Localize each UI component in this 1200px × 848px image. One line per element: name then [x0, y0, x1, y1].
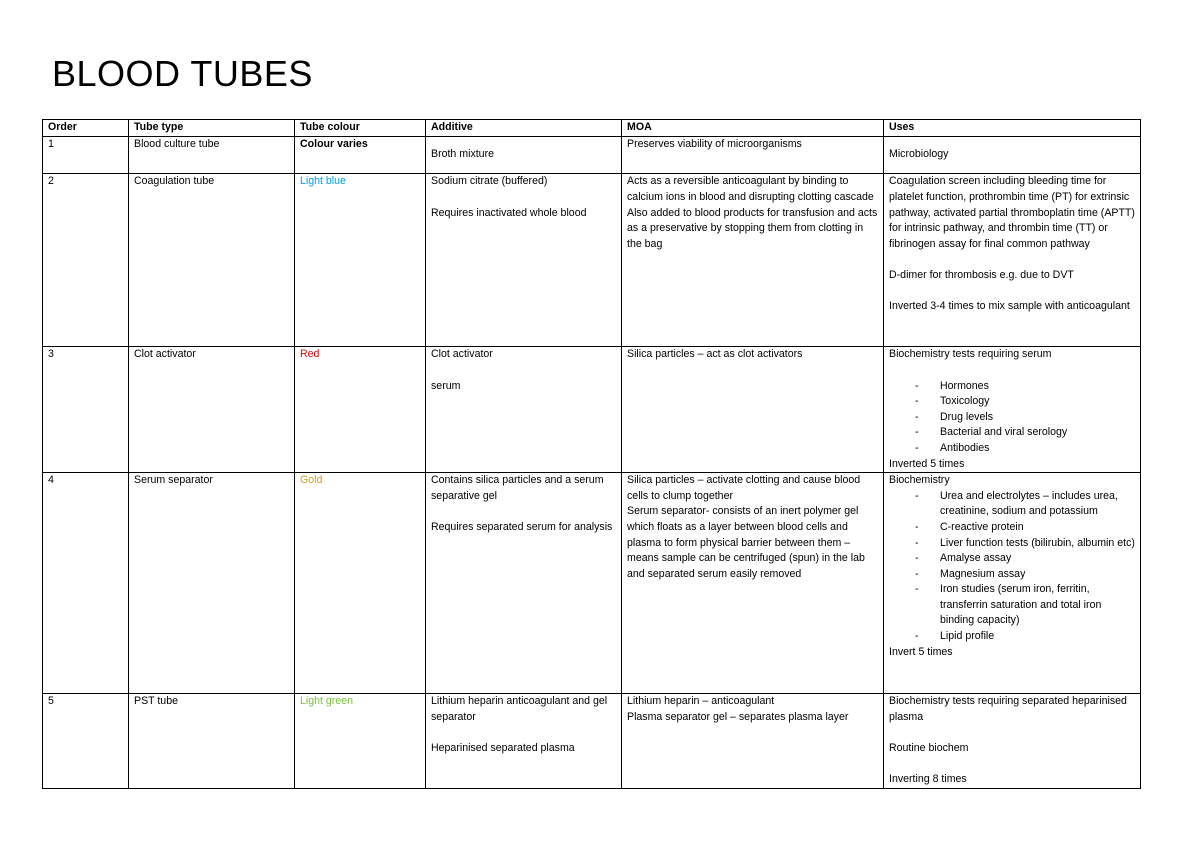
additive-cell: [426, 347, 622, 473]
order-cell: 5: [43, 694, 129, 789]
tube-colour-cell: Light blue: [295, 174, 426, 347]
moa-cell: [622, 694, 884, 789]
uses-text: Coagulation screen including bleeding time for platelet function, prothrombin time (PT) for extrinsic pathway, activated partial thromboplatin time (APTT) for intrinsic pathway, and thrombin time (TT) or fibrinogen assay for final common pathway: [889, 175, 1135, 250]
tube-colour-cell: Light green: [295, 694, 426, 789]
additive-text: Heparinised separated plasma: [431, 741, 575, 754]
moa-text: Silica particles – activate clotting and cause blood cells to clump together: [627, 474, 861, 502]
table-row: [43, 694, 1141, 789]
list-item: - Antibodies: [915, 441, 1135, 457]
uses-text: Biochemistry tests requiring serum: [889, 348, 1052, 361]
tube-colour-cell: Red: [295, 347, 426, 473]
table-row: [43, 473, 1141, 694]
header-tube-colour: Tube colour: [295, 120, 426, 137]
table-header-row: [43, 120, 1141, 137]
tube-type-cell: Coagulation tube: [129, 174, 295, 347]
tube-type-cell: PST tube: [129, 694, 295, 789]
additive-cell: [426, 174, 622, 347]
page-title: BLOOD TUBES: [52, 53, 313, 94]
moa-text: Lithium heparin – anticoagulant: [627, 695, 775, 708]
uses-text: Biochemistry: [889, 474, 950, 487]
uses-text: Routine biochem: [889, 741, 969, 754]
additive-cell: [426, 473, 622, 694]
uses-text: Biochemistry tests requiring separated heparinised plasma: [889, 695, 1127, 723]
additive-text: Lithium heparin anticoagulant and gel separator: [431, 695, 608, 723]
header-moa: MOA: [622, 120, 884, 137]
additive-text: Requires separated serum for analysis: [431, 520, 613, 533]
uses-text: D-dimer for thrombosis e.g. due to DVT: [889, 268, 1074, 281]
tube-type-cell: Blood culture tube: [129, 136, 295, 174]
moa-text: Plasma separator gel – separates plasma layer: [627, 710, 849, 723]
list-item: - Hormones: [915, 379, 1135, 395]
list-item: - Toxicology: [915, 394, 1135, 410]
uses-text: Inverted 3-4 times to mix sample with anticoagulant: [889, 300, 1130, 313]
order-cell: 2: [43, 174, 129, 347]
uses-list: [889, 379, 1135, 457]
list-item: - Amalyse assay: [915, 551, 1135, 567]
uses-cell: [884, 174, 1141, 347]
order-cell: 3: [43, 347, 129, 473]
uses-text: Microbiology: [889, 148, 949, 161]
uses-cell: [884, 473, 1141, 694]
header-uses: Uses: [884, 120, 1141, 137]
list-item: - Liver function tests (bilirubin, albumin etc): [915, 536, 1135, 552]
list-item: - Magnesium assay: [915, 567, 1135, 583]
list-item: - Urea and electrolytes – includes urea, creatinine, sodium and potassium: [915, 489, 1135, 520]
uses-cell: [884, 136, 1141, 174]
moa-cell: Silica particles – act as clot activators: [622, 347, 884, 473]
list-item: - Drug levels: [915, 410, 1135, 426]
uses-text: Inverted 5 times: [889, 457, 965, 470]
order-cell: 1: [43, 136, 129, 174]
tube-type-cell: Clot activator: [129, 347, 295, 473]
tube-colour-cell: Gold: [295, 473, 426, 694]
header-tube-type: Tube type: [129, 120, 295, 137]
order-cell: 4: [43, 473, 129, 694]
uses-list: [889, 489, 1135, 645]
additive-cell: [426, 694, 622, 789]
additive-text: Sodium citrate (buffered): [431, 175, 548, 188]
additive-text: serum: [431, 379, 461, 392]
uses-text: Invert 5 times: [889, 645, 953, 658]
uses-cell: [884, 694, 1141, 789]
list-item: - Bacterial and viral serology: [915, 425, 1135, 441]
tube-type-cell: Serum separator: [129, 473, 295, 694]
header-order: Order: [43, 120, 129, 137]
additive-text: Clot activator: [431, 348, 493, 361]
additive-text: Broth mixture: [431, 148, 494, 161]
blood-tubes-table: [42, 119, 1141, 789]
list-item: - C-reactive protein: [915, 520, 1135, 536]
list-item: - Iron studies (serum iron, ferritin, transferrin saturation and total iron binding capacity): [915, 582, 1135, 629]
additive-text: Contains silica particles and a serum separative gel: [431, 474, 604, 502]
moa-cell: Preserves viability of microorganisms: [622, 136, 884, 174]
table-row: [43, 174, 1141, 347]
additive-text: Requires inactivated whole blood: [431, 206, 587, 219]
uses-text: Inverting 8 times: [889, 773, 967, 786]
header-additive: Additive: [426, 120, 622, 137]
list-item: - Lipid profile: [915, 629, 1135, 645]
table-row: [43, 347, 1141, 473]
uses-cell: [884, 347, 1141, 473]
additive-cell: [426, 136, 622, 174]
moa-text: Serum separator- consists of an inert polymer gel which floats as a layer between blood cells and plasma to form physical barrier between them – means sample can be centrifuged (spun) in the lab and separated serum easily removed: [627, 505, 865, 580]
moa-cell: [622, 473, 884, 694]
moa-cell: Acts as a reversible anticoagulant by binding to calcium ions in blood and disrupting clotting cascade Also added to blood products for transfusion and acts as a preservative by stopping them from clotting in the bag: [622, 174, 884, 347]
table-row: [43, 136, 1141, 174]
tube-colour-cell: Colour varies: [295, 136, 426, 174]
